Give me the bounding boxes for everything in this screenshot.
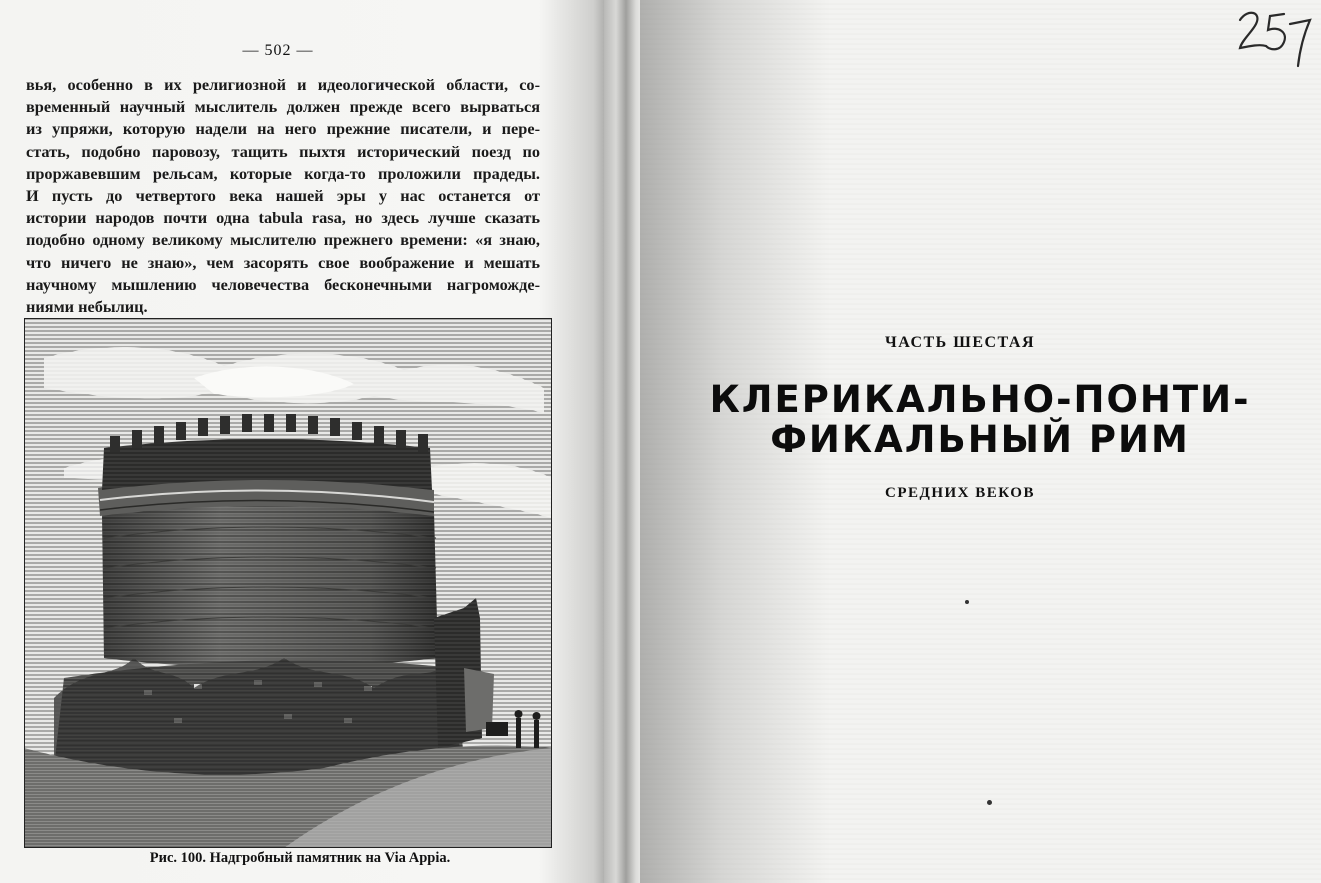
page-number: — 502 — (242, 42, 314, 59)
text-line: истории народов почти одна tabula rasa, но здесь лучше сказать (26, 208, 540, 228)
right-page (640, 0, 1321, 883)
text-line: научному мышлению человечества бесконечными нагроможде- (26, 274, 540, 294)
part-label: ЧАСТЬ ШЕСТАЯ (884, 334, 1036, 351)
text-line: проржавевшим рельсам, которые когда-то проложили прадеды. (26, 163, 540, 183)
text-line: временный научный мыслитель должен прежде всего вырваться (26, 97, 540, 117)
text-line: стать, подобно паровозу, тащить пыхтя исторический поезд по (26, 141, 540, 161)
figure-caption: Рис. 100. Надгробный памятник на Via Appia. (149, 850, 451, 866)
chapter-title-line: ФИКАЛЬНЫЙ РИМ (770, 418, 1190, 461)
scan-speck (987, 800, 992, 805)
text-line: И пусть до четвертого века нашей эры у нас останется от (26, 186, 540, 206)
text-line: подобно одному великому мыслителю прежнего времени: «я знаю, (26, 230, 540, 250)
scan-speck (965, 600, 969, 604)
book-gutter (604, 0, 644, 883)
chapter-subtitle: СРЕДНИХ ВЕКОВ (885, 485, 1035, 501)
text-line: что ничего не знаю», чем засорять свое воображение и мешать (26, 252, 540, 272)
handwritten-page-mark (1234, 6, 1314, 70)
chapter-title-line: КЛЕРИКАЛЬНО-ПОНТИ- (709, 378, 1251, 421)
text-line: вья, особенно в их религиозной и идеологической области, со- (26, 75, 540, 94)
left-page (0, 0, 612, 883)
text-line: ниями небылиц. (26, 297, 148, 317)
body-text (26, 74, 540, 318)
chapter-title (680, 380, 1280, 460)
text-line: из упряжи, которую надели на него прежние писатели, и пере- (26, 119, 540, 139)
engraving-illustration (24, 318, 552, 848)
